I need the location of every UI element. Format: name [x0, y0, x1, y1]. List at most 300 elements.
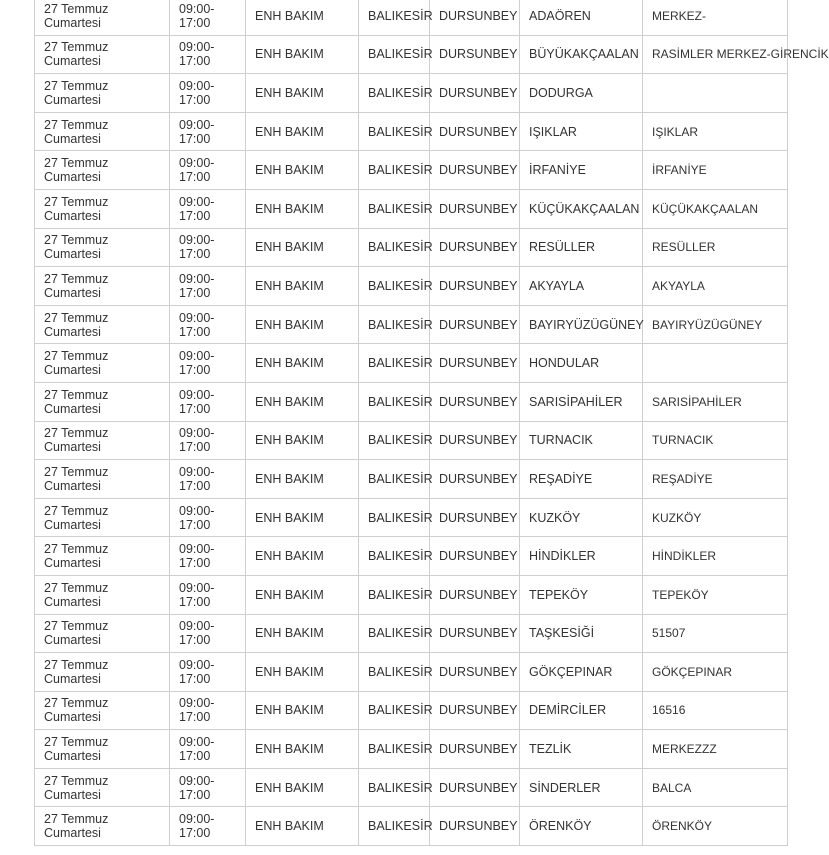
date-cell: [35, 614, 170, 653]
date-cell-text: Cumartesi: [44, 671, 101, 686]
date-cell-text: 27 Temmuz: [44, 156, 109, 171]
date-cell-text: Cumartesi: [44, 247, 101, 262]
time-cell: [170, 614, 246, 653]
time-cell-text: 09:00-: [179, 387, 215, 402]
province-cell-text: BALIKESİR: [368, 356, 433, 371]
province-cell: [359, 74, 433, 113]
street-cell: [643, 614, 788, 653]
neighborhood-cell: [520, 0, 643, 35]
street-cell: [643, 498, 788, 537]
district-cell: [430, 730, 520, 769]
work-type-cell: [246, 228, 359, 267]
street-cell-text: 51507: [652, 626, 686, 641]
province-cell-text: BALIKESİR: [368, 240, 433, 255]
province-cell-text: BALIKESİR: [368, 85, 433, 100]
street-cell: [643, 421, 788, 460]
time-cell: [170, 537, 246, 576]
date-cell-text: 27 Temmuz: [44, 78, 109, 93]
neighborhood-cell: [520, 74, 643, 113]
neighborhood-cell-text: DEMİRCİLER: [529, 703, 607, 718]
street-cell: [643, 691, 788, 730]
neighborhood-cell-text: TURNACIK: [529, 433, 593, 448]
district-cell: [430, 460, 520, 499]
time-cell-text: 09:00-: [179, 271, 215, 286]
table-row: [35, 575, 788, 614]
date-cell-text: Cumartesi: [44, 440, 101, 455]
neighborhood-cell: [520, 614, 643, 653]
district-cell: [430, 614, 520, 653]
date-cell-text: 27 Temmuz: [44, 773, 109, 788]
neighborhood-cell: [520, 112, 643, 151]
date-cell-text: Cumartesi: [44, 517, 101, 532]
neighborhood-cell: [520, 460, 643, 499]
district-cell: [430, 575, 520, 614]
table-row: [35, 305, 788, 344]
table-row: [35, 614, 788, 653]
street-cell: [643, 228, 788, 267]
neighborhood-cell: [520, 344, 643, 383]
neighborhood-cell-text: SİNDERLER: [529, 780, 601, 795]
time-cell: [170, 498, 246, 537]
district-cell-text: DURSUNBEY: [439, 394, 518, 409]
table-row: [35, 730, 788, 769]
table-row: [35, 74, 788, 113]
table-row: [35, 421, 788, 460]
province-cell: [359, 575, 433, 614]
neighborhood-cell-text: TEZLİK: [529, 742, 572, 757]
street-cell-text: RASİMLER MERKEZ-GİRENCİK: [652, 47, 829, 62]
street-cell: [643, 768, 788, 807]
neighborhood-cell-text: BÜYÜKAKÇAALAN: [529, 47, 639, 62]
time-cell-text: 17:00: [179, 54, 211, 69]
time-cell-text: 09:00-: [179, 1, 215, 16]
time-cell: [170, 768, 246, 807]
date-cell-text: 27 Temmuz: [44, 1, 109, 16]
street-cell-text: MERKEZZZ: [652, 742, 717, 757]
time-cell: [170, 151, 246, 190]
work-type-cell-text: ENH BAKIM: [255, 703, 324, 718]
province-cell: [359, 537, 433, 576]
street-cell-text: KUZKÖY: [652, 510, 702, 525]
work-type-cell-text: ENH BAKIM: [255, 163, 324, 178]
time-cell-text: 17:00: [179, 208, 211, 223]
work-type-cell-text: ENH BAKIM: [255, 819, 324, 834]
work-type-cell: [246, 730, 359, 769]
work-type-cell: [246, 691, 359, 730]
work-type-cell: [246, 498, 359, 537]
time-cell: [170, 653, 246, 692]
district-cell: [430, 112, 520, 151]
street-cell: [643, 807, 788, 846]
neighborhood-cell: [520, 305, 643, 344]
table-body: [35, 0, 829, 846]
date-cell: [35, 460, 170, 499]
work-type-cell: [246, 189, 359, 228]
time-cell-text: 09:00-: [179, 812, 215, 827]
date-cell-text: 27 Temmuz: [44, 387, 109, 402]
district-cell-text: DURSUNBEY: [439, 703, 518, 718]
work-type-cell-text: ENH BAKIM: [255, 278, 324, 293]
street-cell-text: RESÜLLER: [652, 240, 716, 255]
time-cell-text: 17:00: [179, 324, 211, 339]
time-cell: [170, 305, 246, 344]
neighborhood-cell: [520, 382, 643, 421]
time-cell: [170, 575, 246, 614]
work-type-cell: [246, 537, 359, 576]
table-row: [35, 267, 788, 306]
district-cell: [430, 228, 520, 267]
street-cell-text: GÖKÇEPINAR: [652, 664, 733, 679]
date-cell: [35, 112, 170, 151]
date-cell-text: 27 Temmuz: [44, 117, 109, 132]
table-row: [35, 112, 788, 151]
province-cell: [359, 267, 433, 306]
table-row: [35, 189, 788, 228]
time-cell-text: 17:00: [179, 517, 211, 532]
street-cell: [643, 537, 788, 576]
work-type-cell-text: ENH BAKIM: [255, 8, 324, 23]
time-cell-text: 09:00-: [179, 619, 215, 634]
time-cell-text: 09:00-: [179, 78, 215, 93]
province-cell: [359, 421, 433, 460]
district-cell: [430, 498, 520, 537]
table-row: [35, 807, 788, 846]
time-cell-text: 09:00-: [179, 542, 215, 557]
time-cell-text: 17:00: [179, 15, 211, 30]
province-cell-text: BALIKESİR: [368, 317, 433, 332]
neighborhood-cell-text: ÖRENKÖY: [529, 819, 592, 834]
neighborhood-cell: [520, 730, 643, 769]
time-cell-text: 17:00: [179, 440, 211, 455]
province-cell: [359, 653, 433, 692]
district-cell: [430, 768, 520, 807]
date-cell: [35, 691, 170, 730]
date-cell: [35, 228, 170, 267]
work-type-cell-text: ENH BAKIM: [255, 47, 324, 62]
date-cell: [35, 807, 170, 846]
province-cell-text: BALIKESİR: [368, 780, 433, 795]
date-cell: [35, 730, 170, 769]
date-cell: [35, 267, 170, 306]
district-cell: [430, 151, 520, 190]
work-type-cell-text: ENH BAKIM: [255, 742, 324, 757]
time-cell-text: 09:00-: [179, 310, 215, 325]
work-type-cell: [246, 382, 359, 421]
time-cell: [170, 691, 246, 730]
province-cell: [359, 112, 433, 151]
district-cell: [430, 537, 520, 576]
street-cell: [643, 305, 788, 344]
time-cell-text: 17:00: [179, 556, 211, 571]
date-cell-text: Cumartesi: [44, 478, 101, 493]
district-cell: [430, 305, 520, 344]
neighborhood-cell-text: BAYIRYÜZÜGÜNEY: [529, 317, 644, 332]
time-cell-text: 17:00: [179, 633, 211, 648]
province-cell-text: BALIKESİR: [368, 201, 433, 216]
work-type-cell: [246, 807, 359, 846]
province-cell-text: BALIKESİR: [368, 626, 433, 641]
date-cell-text: Cumartesi: [44, 285, 101, 300]
table-row: [35, 228, 788, 267]
table-row: [35, 382, 788, 421]
district-cell: [430, 0, 520, 35]
date-cell: [35, 74, 170, 113]
time-cell-text: 17:00: [179, 363, 211, 378]
work-type-cell: [246, 344, 359, 383]
street-cell: [643, 112, 788, 151]
time-cell-text: 09:00-: [179, 117, 215, 132]
neighborhood-cell: [520, 267, 643, 306]
district-cell-text: DURSUNBEY: [439, 780, 518, 795]
work-type-cell: [246, 768, 359, 807]
street-cell: [643, 74, 788, 113]
work-type-cell-text: ENH BAKIM: [255, 664, 324, 679]
work-type-cell-text: ENH BAKIM: [255, 433, 324, 448]
time-cell: [170, 189, 246, 228]
province-cell-text: BALIKESİR: [368, 587, 433, 602]
work-type-cell-text: ENH BAKIM: [255, 85, 324, 100]
district-cell-text: DURSUNBEY: [439, 163, 518, 178]
province-cell-text: BALIKESİR: [368, 394, 433, 409]
province-cell: [359, 228, 433, 267]
neighborhood-cell: [520, 575, 643, 614]
district-cell-text: DURSUNBEY: [439, 47, 518, 62]
date-cell-text: Cumartesi: [44, 324, 101, 339]
neighborhood-cell: [520, 498, 643, 537]
province-cell-text: BALIKESİR: [368, 471, 433, 486]
neighborhood-cell-text: SARISİPAHİLER: [529, 394, 623, 409]
time-cell-text: 17:00: [179, 170, 211, 185]
work-type-cell: [246, 151, 359, 190]
province-cell: [359, 730, 433, 769]
district-cell-text: DURSUNBEY: [439, 626, 518, 641]
date-cell: [35, 421, 170, 460]
time-cell: [170, 35, 246, 74]
district-cell-text: DURSUNBEY: [439, 471, 518, 486]
street-cell-text: TEPEKÖY: [652, 587, 709, 602]
street-cell-text: IŞIKLAR: [652, 124, 699, 139]
district-cell-text: DURSUNBEY: [439, 201, 518, 216]
time-cell-text: 09:00-: [179, 156, 215, 171]
time-cell-text: 17:00: [179, 478, 211, 493]
district-cell-text: DURSUNBEY: [439, 742, 518, 757]
street-cell-text: HİNDİKLER: [652, 549, 717, 564]
province-cell-text: BALIKESİR: [368, 664, 433, 679]
work-type-cell: [246, 0, 359, 35]
district-cell: [430, 691, 520, 730]
work-type-cell-text: ENH BAKIM: [255, 626, 324, 641]
date-cell-text: Cumartesi: [44, 594, 101, 609]
table-row: [35, 653, 788, 692]
street-cell-text: REŞADİYE: [652, 471, 713, 486]
time-cell-text: 09:00-: [179, 233, 215, 248]
time-cell: [170, 421, 246, 460]
time-cell-text: 17:00: [179, 749, 211, 764]
street-cell-text: SARISİPAHİLER: [652, 394, 742, 409]
neighborhood-cell-text: KÜÇÜKAKÇAALAN: [529, 201, 640, 216]
work-type-cell: [246, 112, 359, 151]
time-cell-text: 09:00-: [179, 773, 215, 788]
work-type-cell-text: ENH BAKIM: [255, 394, 324, 409]
neighborhood-cell: [520, 807, 643, 846]
street-cell-text: 16516: [652, 703, 686, 718]
street-cell: [643, 575, 788, 614]
street-cell-text: MERKEZ-: [652, 8, 706, 23]
work-type-cell: [246, 575, 359, 614]
date-cell-text: Cumartesi: [44, 401, 101, 416]
date-cell-text: Cumartesi: [44, 363, 101, 378]
date-cell: [35, 151, 170, 190]
table-row: [35, 691, 788, 730]
neighborhood-cell: [520, 537, 643, 576]
province-cell: [359, 498, 433, 537]
date-cell-text: Cumartesi: [44, 170, 101, 185]
date-cell-text: Cumartesi: [44, 15, 101, 30]
district-cell-text: DURSUNBEY: [439, 819, 518, 834]
time-cell-text: 17:00: [179, 131, 211, 146]
date-cell-text: 27 Temmuz: [44, 503, 109, 518]
date-cell-text: 27 Temmuz: [44, 580, 109, 595]
table-row: [35, 344, 788, 383]
date-cell-text: 27 Temmuz: [44, 464, 109, 479]
province-cell-text: BALIKESİR: [368, 8, 433, 23]
work-type-cell-text: ENH BAKIM: [255, 471, 324, 486]
work-type-cell-text: ENH BAKIM: [255, 240, 324, 255]
time-cell-text: 17:00: [179, 247, 211, 262]
date-cell: [35, 0, 170, 35]
district-cell: [430, 344, 520, 383]
neighborhood-cell: [520, 691, 643, 730]
province-cell-text: BALIKESİR: [368, 163, 433, 178]
neighborhood-cell-text: AKYAYLA: [529, 278, 585, 293]
work-type-cell: [246, 421, 359, 460]
province-cell: [359, 189, 433, 228]
date-cell: [35, 768, 170, 807]
table-row: [35, 460, 788, 499]
date-cell-text: 27 Temmuz: [44, 426, 109, 441]
work-type-cell-text: ENH BAKIM: [255, 124, 324, 139]
date-cell-text: 27 Temmuz: [44, 812, 109, 827]
district-cell: [430, 267, 520, 306]
time-cell: [170, 344, 246, 383]
province-cell-text: BALIKESİR: [368, 124, 433, 139]
district-cell-text: DURSUNBEY: [439, 356, 518, 371]
date-cell-text: 27 Temmuz: [44, 657, 109, 672]
district-cell: [430, 807, 520, 846]
time-cell-text: 17:00: [179, 594, 211, 609]
district-cell-text: DURSUNBEY: [439, 433, 518, 448]
work-type-cell-text: ENH BAKIM: [255, 549, 324, 564]
province-cell-text: BALIKESİR: [368, 703, 433, 718]
district-cell-text: DURSUNBEY: [439, 510, 518, 525]
district-cell: [430, 653, 520, 692]
province-cell: [359, 768, 433, 807]
neighborhood-cell: [520, 228, 643, 267]
district-cell-text: DURSUNBEY: [439, 587, 518, 602]
time-cell-text: 09:00-: [179, 696, 215, 711]
time-cell: [170, 460, 246, 499]
district-cell-text: DURSUNBEY: [439, 124, 518, 139]
time-cell-text: 17:00: [179, 787, 211, 802]
district-cell-text: DURSUNBEY: [439, 549, 518, 564]
work-type-cell-text: ENH BAKIM: [255, 356, 324, 371]
district-cell-text: DURSUNBEY: [439, 278, 518, 293]
work-type-cell: [246, 35, 359, 74]
street-cell: [643, 730, 788, 769]
street-cell: [643, 151, 788, 190]
outage-table: [34, 0, 829, 846]
neighborhood-cell: [520, 35, 643, 74]
time-cell-text: 17:00: [179, 710, 211, 725]
street-cell: [643, 35, 829, 74]
date-cell-text: 27 Temmuz: [44, 542, 109, 557]
work-type-cell-text: ENH BAKIM: [255, 201, 324, 216]
district-cell: [430, 74, 520, 113]
time-cell-text: 17:00: [179, 285, 211, 300]
district-cell: [430, 35, 520, 74]
date-cell: [35, 575, 170, 614]
work-type-cell: [246, 460, 359, 499]
province-cell-text: BALIKESİR: [368, 47, 433, 62]
date-cell-text: Cumartesi: [44, 749, 101, 764]
street-cell-text: BALCA: [652, 780, 692, 795]
province-cell: [359, 0, 433, 35]
date-cell: [35, 305, 170, 344]
work-type-cell: [246, 267, 359, 306]
date-cell-text: Cumartesi: [44, 208, 101, 223]
province-cell: [359, 614, 433, 653]
street-cell: [643, 267, 788, 306]
date-cell-text: 27 Temmuz: [44, 271, 109, 286]
neighborhood-cell-text: HİNDİKLER: [529, 549, 596, 564]
time-cell: [170, 228, 246, 267]
date-cell-text: Cumartesi: [44, 556, 101, 571]
neighborhood-cell-text: GÖKÇEPINAR: [529, 664, 613, 679]
street-cell-text: TURNACIK: [652, 433, 714, 448]
table-row: [35, 0, 788, 35]
province-cell: [359, 305, 433, 344]
time-cell-text: 09:00-: [179, 194, 215, 209]
date-cell: [35, 537, 170, 576]
time-cell-text: 17:00: [179, 92, 211, 107]
neighborhood-cell-text: İRFANİYE: [529, 163, 586, 178]
district-cell-text: DURSUNBEY: [439, 317, 518, 332]
district-cell-text: DURSUNBEY: [439, 85, 518, 100]
date-cell: [35, 653, 170, 692]
province-cell-text: BALIKESİR: [368, 278, 433, 293]
work-type-cell: [246, 74, 359, 113]
province-cell: [359, 691, 433, 730]
street-cell: [643, 653, 788, 692]
time-cell: [170, 730, 246, 769]
street-cell-text: İRFANİYE: [652, 163, 707, 178]
neighborhood-cell-text: REŞADİYE: [529, 471, 593, 486]
province-cell-text: BALIKESİR: [368, 510, 433, 525]
district-cell-text: DURSUNBEY: [439, 8, 518, 23]
province-cell-text: BALIKESİR: [368, 742, 433, 757]
neighborhood-cell-text: TAŞKESİĞİ: [529, 626, 595, 641]
neighborhood-cell: [520, 653, 643, 692]
date-cell: [35, 189, 170, 228]
work-type-cell: [246, 305, 359, 344]
work-type-cell-text: ENH BAKIM: [255, 317, 324, 332]
district-cell-text: DURSUNBEY: [439, 240, 518, 255]
work-type-cell-text: ENH BAKIM: [255, 510, 324, 525]
province-cell-text: BALIKESİR: [368, 819, 433, 834]
province-cell: [359, 382, 433, 421]
province-cell-text: BALIKESİR: [368, 549, 433, 564]
district-cell: [430, 382, 520, 421]
